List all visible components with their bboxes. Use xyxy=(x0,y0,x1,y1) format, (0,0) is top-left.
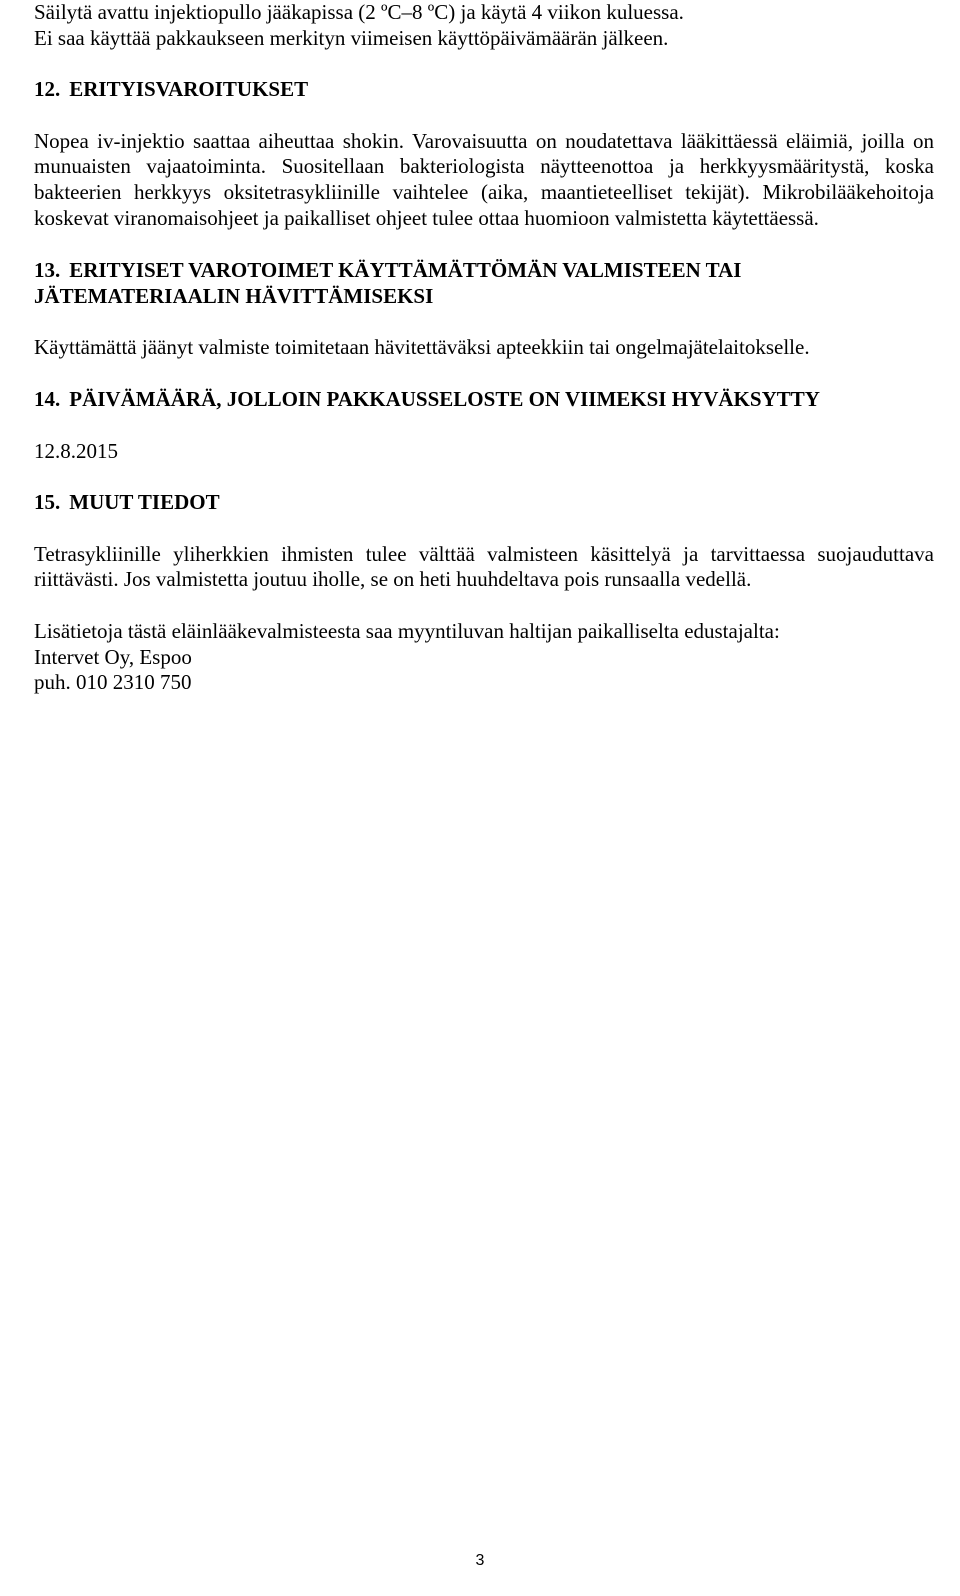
page-number: 3 xyxy=(475,1552,485,1569)
section-14-title: PÄIVÄMÄÄRÄ, JOLLOIN PAKKAUSSELOSTE ON VIIMEKSI HYVÄKSYTTY xyxy=(69,386,820,411)
section-14-number: 14. xyxy=(34,386,61,411)
section-13-title-line-1: ERITYISET VAROTOIMET KÄYTTÄMÄTTÖMÄN VALMISTEEN TAI xyxy=(69,258,742,283)
document-page xyxy=(34,0,934,696)
contact-info-line-1: Lisätietoja tästä eläinlääkevalmisteesta saa myyntiluvan haltijan paikalliselta edustajalta: xyxy=(34,618,780,643)
storage-line-2: Ei saa käyttää pakkaukseen merkityn viimeisen käyttöpäivämäärän jälkeen. xyxy=(34,25,669,50)
section-12-heading xyxy=(34,77,934,103)
section-13-number: 13. xyxy=(34,258,61,283)
section-13-heading xyxy=(34,258,934,309)
section-14-heading xyxy=(34,387,934,413)
section-15-title: MUUT TIEDOT xyxy=(69,490,220,515)
section-12-title: ERITYISVAROITUKSET xyxy=(69,77,309,102)
section-13-body: Käyttämättä jäänyt valmiste toimitetaan hävitettäväksi apteekkiin tai ongelmajätelaitokselle. xyxy=(34,335,810,360)
contact-info-company: Intervet Oy, Espoo xyxy=(34,644,192,669)
section-14-date: 12.8.2015 xyxy=(34,438,118,463)
storage-line-1: Säilytä avattu injektiopullo jääkapissa (2 ºC–8 ºC) ja käytä 4 viikon kuluessa. xyxy=(34,0,684,24)
section-12-body: Nopea iv-injektio saattaa aiheuttaa shokin. Varovaisuutta on noudatettava lääkittäessä eläimiä, joilla on munuaisten vajaatoiminta. Suositellaan bakteriologista näytteenottoa ja herkkyysmääritystä, koska bakteerien herkkyys oksitetrasykliinille vaihtelee (aika, maantieteelliset tekijät). Mikrobilääkehoitoja koskevat viranomaisohjeet ja paikalliset ohjeet tulee ottaa huomioon valmistetta käytettäessä. xyxy=(34,128,934,230)
section-15-contact-info xyxy=(34,619,934,696)
section-15-number: 15. xyxy=(34,490,61,515)
contact-info-phone: puh. 010 2310 750 xyxy=(34,670,192,695)
section-13-title-line-2: JÄTEMATERIAALIN HÄVITTÄMISEKSI xyxy=(34,283,434,308)
section-12-number: 12. xyxy=(34,77,61,102)
section-15-body: Tetrasykliinille yliherkkien ihmisten tulee välttää valmisteen käsittelyä ja tarvittaessa suojauduttava riittävästi. Jos valmistetta joutuu iholle, se on heti huuhdeltava pois runsaalla vedellä. xyxy=(34,541,934,592)
storage-paragraph xyxy=(34,0,934,51)
section-15-heading xyxy=(34,490,934,516)
